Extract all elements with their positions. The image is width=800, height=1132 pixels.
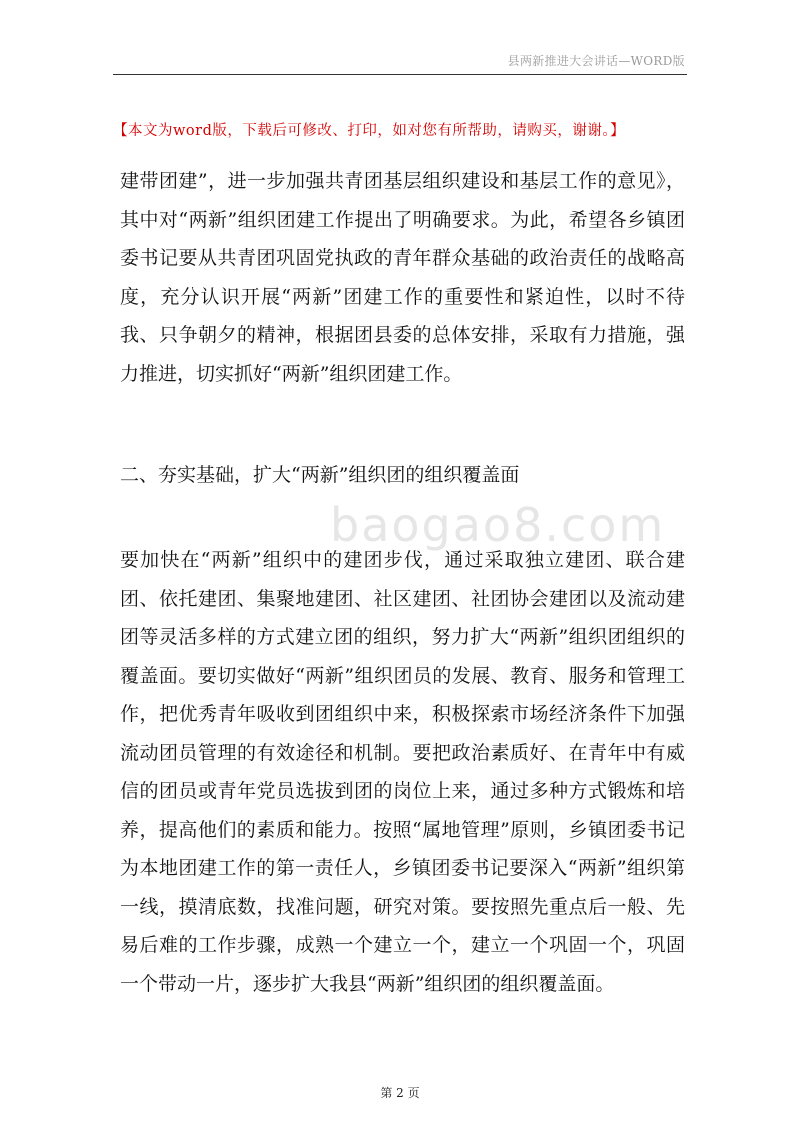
document-header-title: 县两新推进大会讲话—WORD版 [507, 54, 685, 68]
body-paragraph-1: 建带团建”，进一步加强共青团基层组织建设和基层工作的意见》，其中对“两新”组织团建工作提出了明确要求。为此，希望各乡镇团委书记要从共青团巩固党执政的青年群众基础的政治责任的战略高度，充分认识开展“两新”团建工作的重要性和紧迫性，以时不待我、只争朝夕的精神，根据团县委的总体安排，采取有力措施，强力推进，切实抓好“两新”组织团建工作。 [120, 170, 685, 385]
page-number: 第 2 页 [380, 1086, 420, 1100]
header-divider [113, 74, 687, 75]
purchase-notice: 【本文为word版，下载后可修改、打印，如对您有所帮助，请购买，谢谢。】 [113, 123, 626, 139]
section-heading: 二、夯实基础，扩大“两新”组织团的组织覆盖面 [120, 464, 520, 486]
site-watermark: baogao8.com [330, 498, 666, 552]
body-paragraph-2: 要加快在“两新”组织中的建团步伐，通过采取独立建团、联合建团、依托建团、集聚地建团、社区建团、社团协会建团以及流动建团等灵活多样的方式建立团的组织，努力扩大“两新”组织团组织的覆盖面。要切实做好“两新”组织团员的发展、教育、服务和管理工作，把优秀青年吸收到团组织中来，积极探索市场经济条件下加强流动团员管理的有效途径和机制。要把政治素质好、在青年中有威信的团员或青年党员选拔到团的岗位上来，通过多种方式锻炼和培养，提高他们的素质和能力。按照“属地管理”原则，乡镇团委书记为本地团建工作的第一责任人，乡镇团委书记要深入“两新”组织第一线，摸清底数，找准问题，研究对策。要按照先重点后一般、先易后难的工作步骤，成熟一个建立一个，建立一个巩固一个，巩固一个带动一片，逐步扩大我县“两新”组织团的组织覆盖面。 [120, 549, 685, 995]
